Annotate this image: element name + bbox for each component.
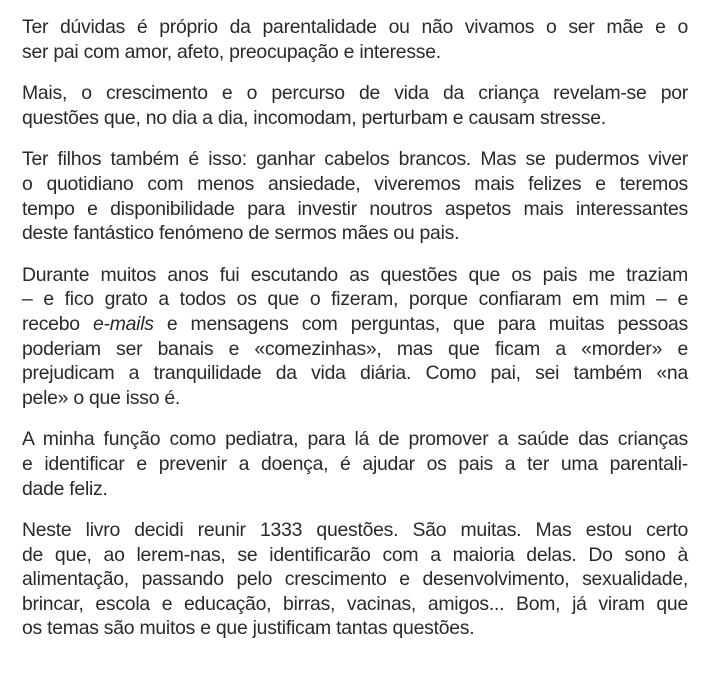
text-line: o quotidiano com menos ansiedade, viveremos mais felizes e teremos [22,172,688,195]
paragraph-6 [22,518,688,641]
text-line: poderiam ser banais e «comezinhas», mas que ficam a «morder» e [22,337,688,360]
text-line: deste fantástico fenómeno de sermos mães ou pais. [22,222,460,245]
text-line: Ter filhos também é isso: ganhar cabelos brancos. Mas se pudermos viver [22,148,688,171]
text-line: de que, ao lerem-nas, se identificarão com a maioria delas. Do sono à [22,543,688,566]
document-page [22,15,688,658]
paragraph-4 [22,263,688,411]
text-line: os temas são muitos e que justificam tantas questões. [22,617,475,640]
text-line: tempo e disponibilidade para investir noutros aspetos mais interessantes [22,197,688,220]
text-line: Mais, o crescimento e o percurso de vida da criança revelam-se por [22,82,688,105]
text-line: – e fico grato a todos os que o fizeram, porque confiaram em mim – e [22,288,688,311]
text-segment: e mensagens com perguntas, que para muitas pessoas [153,312,688,335]
text-line: e identificar e prevenir a doença, é ajudar os pais a ter uma parentali- [22,452,688,475]
text-line: prejudicam a tranquilidade da vida diária. Como pai, sei também «na [22,362,688,385]
text-line: Ter dúvidas é próprio da parentalidade ou não vivamos o ser mãe e o [22,16,688,38]
text-line: alimentação, passando pelo crescimento e desenvolvimento, sexualidade, [22,568,688,591]
text-line: Neste livro decidi reunir 1333 questões. São muitas. Mas estou certo [22,519,688,542]
text-line: dade feliz. [22,477,108,500]
text-line: ser pai com amor, afeto, preocupação e interesse. [22,40,441,63]
text-line-with-italic [22,312,688,337]
text-line: brincar, escola e educação, birras, vacinas, amigos... Bom, já viram que [22,592,688,615]
text-line: questões que, no dia a dia, incomodam, perturbam e causam stresse. [22,106,606,129]
text-line: pele» o que isso é. [22,386,181,409]
paragraph-2 [22,81,688,130]
text-line: A minha função como pediatra, para lá de promover a saúde das crianças [22,428,688,451]
text-segment: recebo [22,312,93,335]
paragraph-1 [22,15,688,64]
paragraph-3 [22,147,688,245]
text-line: Durante muitos anos fui escutando as questões que os pais me traziam [22,263,688,286]
paragraph-5 [22,427,688,501]
italic-term: e-mails [92,312,154,335]
